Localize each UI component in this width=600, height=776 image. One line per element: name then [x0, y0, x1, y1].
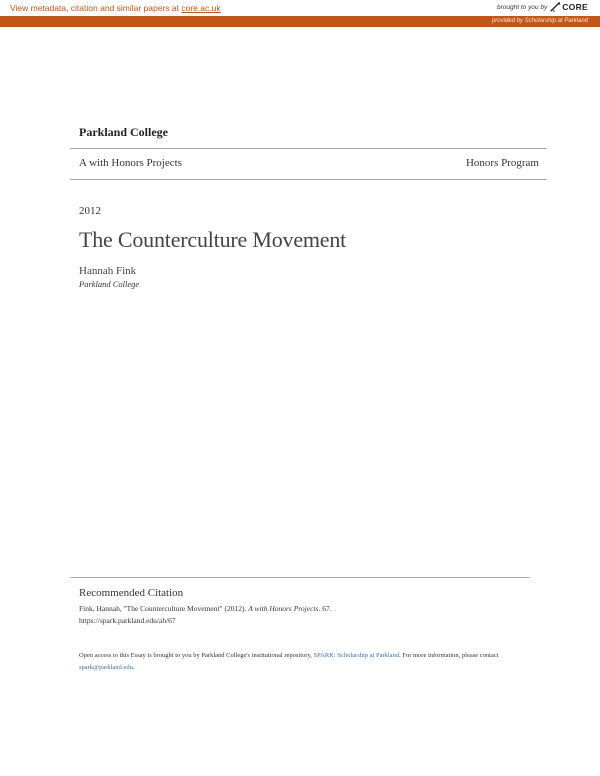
core-logo-text: CORE — [562, 2, 588, 12]
publication-year: 2012 — [79, 205, 101, 217]
series-name[interactable]: A with Honors Projects — [79, 157, 182, 169]
citation-series: A with Honors Projects — [248, 604, 319, 613]
citation-heading: Recommended Citation — [79, 587, 184, 599]
author-name[interactable]: Hannah Fink — [79, 265, 137, 277]
repository-link[interactable]: SPARK: Scholarship at Parkland — [313, 652, 400, 659]
open-access-notice — [79, 650, 524, 673]
core-metadata-link[interactable] — [10, 3, 221, 13]
citation-url[interactable]: https://spark.parkland.edu/ah/67 — [79, 616, 176, 625]
citation-text-before: Fink, Hannah, "The Counterculture Movement" (2012). — [79, 604, 249, 613]
author-affiliation: Parkland College — [79, 279, 140, 289]
series-rule — [70, 179, 547, 180]
top-rule — [70, 148, 547, 149]
core-banner-top — [0, 0, 600, 16]
citation-text-after: . 67. — [318, 604, 332, 613]
core-banner — [0, 0, 600, 27]
oa-text-2: . For more information, please contact — [399, 652, 499, 659]
oa-text-1: Open access to this Essay is brought to you by Parkland College's institutional repository, — [79, 652, 314, 659]
core-logo-icon — [550, 2, 561, 12]
citation-rule — [70, 577, 530, 578]
core-brought-by — [495, 2, 588, 12]
institution-name: Parkland College — [79, 125, 168, 139]
paper-title: The Counterculture Movement — [79, 227, 347, 252]
oa-text-3: . — [132, 663, 135, 671]
core-brought-text: brought to you by — [497, 3, 548, 11]
citation-text — [79, 603, 519, 627]
core-domain-link[interactable]: core.ac.uk — [181, 3, 221, 13]
core-provided-text[interactable]: provided by Scholarship at Parkland — [491, 17, 588, 24]
core-provided-bar — [0, 16, 600, 27]
program-name[interactable]: Honors Program — [465, 157, 539, 169]
contact-email-link[interactable]: spark@parkland.edu — [79, 663, 133, 671]
core-view-text: View metadata, citation and similar papers at — [10, 3, 182, 13]
core-logo[interactable] — [550, 2, 588, 12]
